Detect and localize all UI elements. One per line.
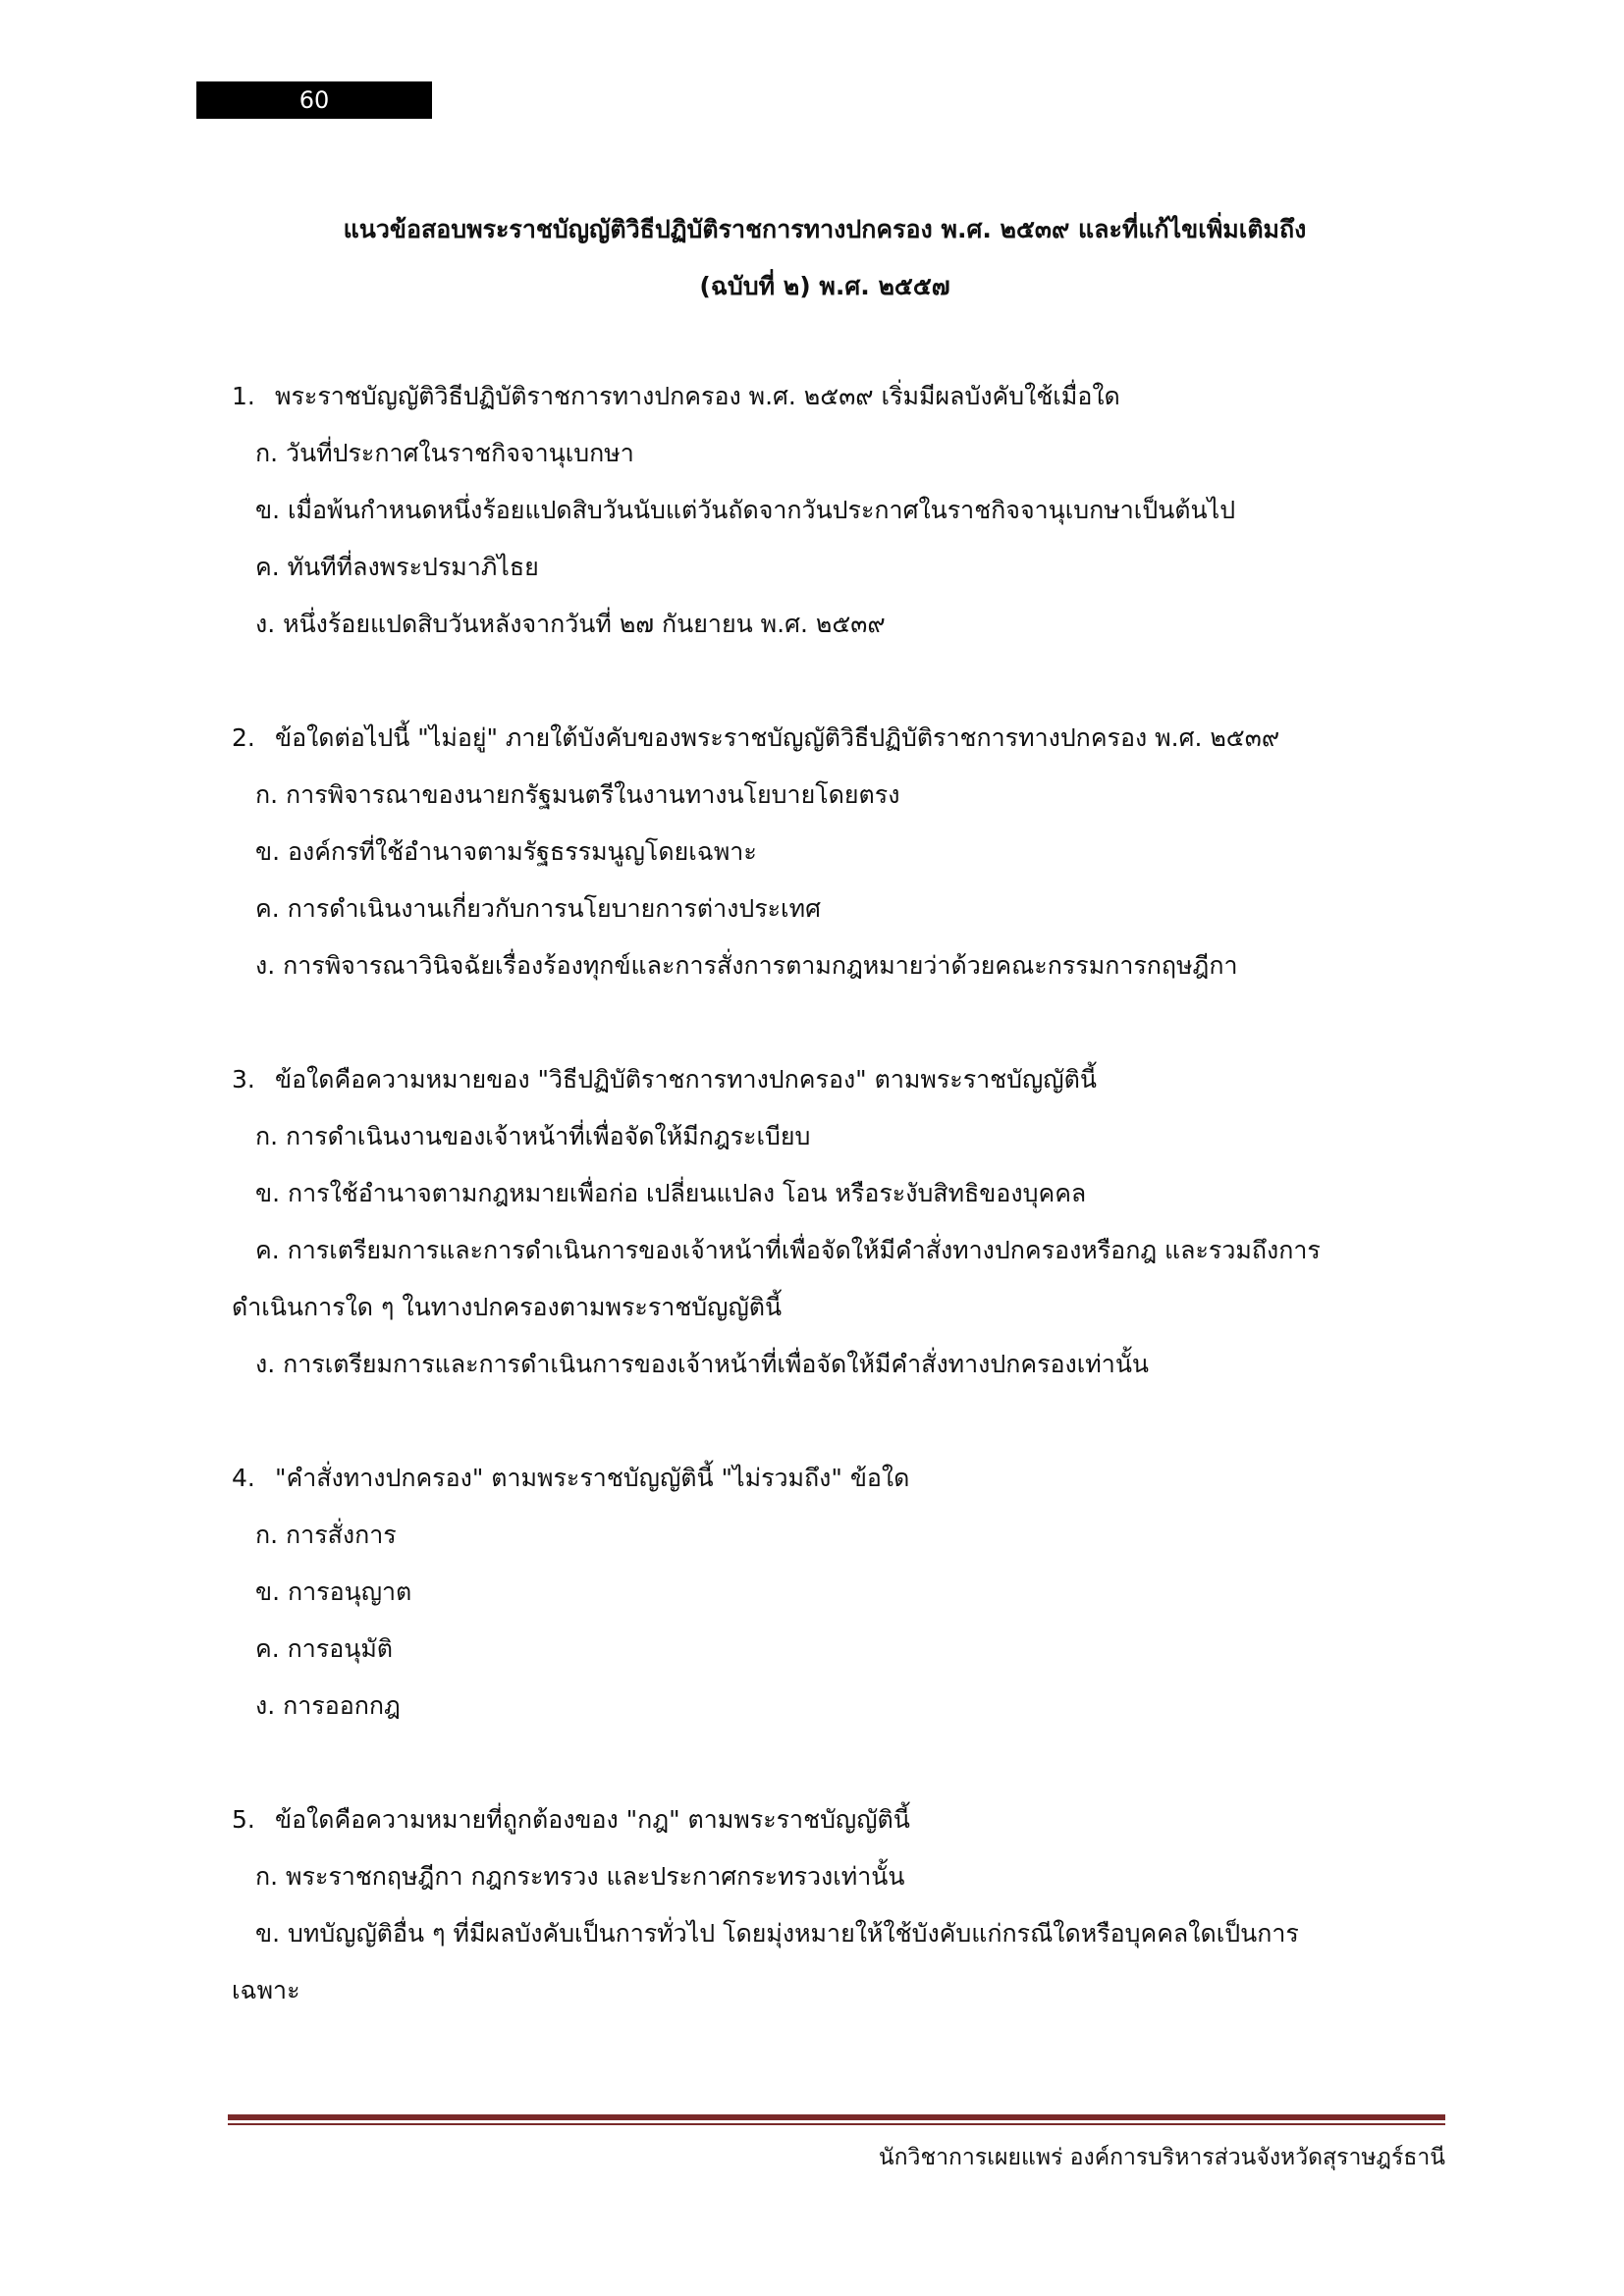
option-a: ก. วันที่ประกาศในราชกิจจานุเบกษา xyxy=(255,439,634,467)
question-number: 3. xyxy=(232,1065,255,1094)
option-d: ง. การพิจารณาวินิจฉัยเรื่องร้องทุกข์และการสั่งการตามกฎหมายว่าด้วยคณะกรรมการกฤษฎีกา xyxy=(255,951,1238,980)
question-body: พระราชบัญญัติวิธีปฏิบัติราชการทางปกครอง พ.ศ. ๒๕๓๙ เริ่มมีผลบังคับใช้เมื่อใด xyxy=(275,382,1120,410)
page-number-box xyxy=(196,81,432,119)
title-line-2: (ฉบับที่ ๒) พ.ศ. ๒๕๕๗ xyxy=(699,272,950,300)
option-d: ง. การเตรียมการและการดำเนินการของเจ้าหน้าที่เพื่อจัดให้มีคำสั่งทางปกครองเท่านั้น xyxy=(255,1350,1149,1378)
question-body: ข้อใดคือความหมายของ "วิธีปฏิบัติราชการทางปกครอง" ตามพระราชบัญญัตินี้ xyxy=(275,1065,1097,1094)
question-body: ข้อใดต่อไปนี้ "ไม่อยู่" ภายใต้บังคับของพระราชบัญญัติวิธีปฏิบัติราชการทางปกครอง พ.ศ. ๒๕๓๙ xyxy=(275,723,1280,752)
question-text xyxy=(232,710,1449,767)
option-b: ข. บทบัญญัติอื่น ๆ ที่มีผลบังคับเป็นการทั่วไป โดยมุ่งหมายให้ใช้บังคับแก่กรณีใดหรือบุคคลใดเป็นการ xyxy=(255,1919,1299,1948)
option-c: ค. การดำเนินงานเกี่ยวกับการนโยบายการต่างประเทศ xyxy=(255,894,821,923)
question-2 xyxy=(232,710,1449,994)
option-c: ค. การเตรียมการและการดำเนินการของเจ้าหน้าที่เพื่อจัดให้มีคำสั่งทางปกครองหรือกฎ และรวมถึงการ xyxy=(255,1236,1321,1264)
footer-text: นักวิชาการเผยแพร่ องค์การบริหารส่วนจังหวัดสุราษฎร์ธานี xyxy=(878,2145,1445,2170)
option-a: ก. พระราชกฤษฎีกา กฎกระทรวง และประกาศกระทรวงเท่านั้น xyxy=(255,1862,905,1891)
document-title xyxy=(226,201,1424,315)
footer-rule-thick xyxy=(228,2114,1445,2120)
question-1 xyxy=(232,368,1449,653)
option-c: ค. การอนุมัติ xyxy=(255,1634,394,1663)
option-c-continuation-text: ดำเนินการใด ๆ ในทางปกครองตามพระราชบัญญัตินี้ xyxy=(232,1293,783,1321)
question-number: 5. xyxy=(232,1805,255,1834)
option-b: ข. การอนุญาต xyxy=(255,1577,412,1606)
question-text xyxy=(232,1450,1449,1507)
option-a: ก. การพิจารณาของนายกรัฐมนตรีในงานทางนโยบายโดยตรง xyxy=(255,780,900,809)
question-text xyxy=(232,1791,1449,1848)
title-line-1: แนวข้อสอบพระราชบัญญัติวิธีปฏิบัติราชการทางปกครอง พ.ศ. ๒๕๓๙ และที่แก้ไขเพิ่มเติมถึง xyxy=(343,215,1307,243)
question-text xyxy=(232,1051,1449,1108)
option-b: ข. องค์กรที่ใช้อำนาจตามรัฐธรรมนูญโดยเฉพาะ xyxy=(255,837,757,866)
option-b: ข. เมื่อพ้นกำหนดหนึ่งร้อยแปดสิบวันนับแต่วันถัดจากวันประกาศในราชกิจจานุเบกษาเป็นต้นไป xyxy=(255,496,1236,524)
option-c-continuation xyxy=(232,1279,1449,1336)
question-4 xyxy=(232,1450,1449,1735)
option-d: ง. หนึ่งร้อยแปดสิบวันหลังจากวันที่ ๒๗ กันยายน พ.ศ. ๒๕๓๙ xyxy=(255,610,886,638)
option-a: ก. การสั่งการ xyxy=(255,1521,397,1549)
option-b-continuation: เฉพาะ xyxy=(232,1976,300,2004)
question-body: "คำสั่งทางปกครอง" ตามพระราชบัญญัตินี้ "ไม่รวมถึง" ข้อใด xyxy=(275,1464,910,1492)
question-5 xyxy=(232,1791,1449,2019)
option-c: ค. ทันทีที่ลงพระปรมาภิไธย xyxy=(255,553,539,581)
question-number: 2. xyxy=(232,723,255,752)
option-b: ข. การใช้อำนาจตามกฎหมายเพื่อก่อ เปลี่ยนแปลง โอน หรือระงับสิทธิของบุคคล xyxy=(255,1179,1087,1207)
option-d: ง. การออกกฎ xyxy=(255,1691,401,1720)
option-a: ก. การดำเนินงานของเจ้าหน้าที่เพื่อจัดให้มีกฎระเบียบ xyxy=(255,1122,811,1150)
question-3 xyxy=(232,1051,1449,1393)
page-number: 60 xyxy=(298,86,330,114)
question-body: ข้อใดคือความหมายที่ถูกต้องของ "กฎ" ตามพระราชบัญญัตินี้ xyxy=(275,1805,910,1834)
question-list xyxy=(232,368,1449,2076)
question-number: 1. xyxy=(232,382,255,410)
question-text xyxy=(232,368,1449,425)
footer-rule-thin xyxy=(228,2123,1445,2125)
question-number: 4. xyxy=(232,1464,255,1492)
